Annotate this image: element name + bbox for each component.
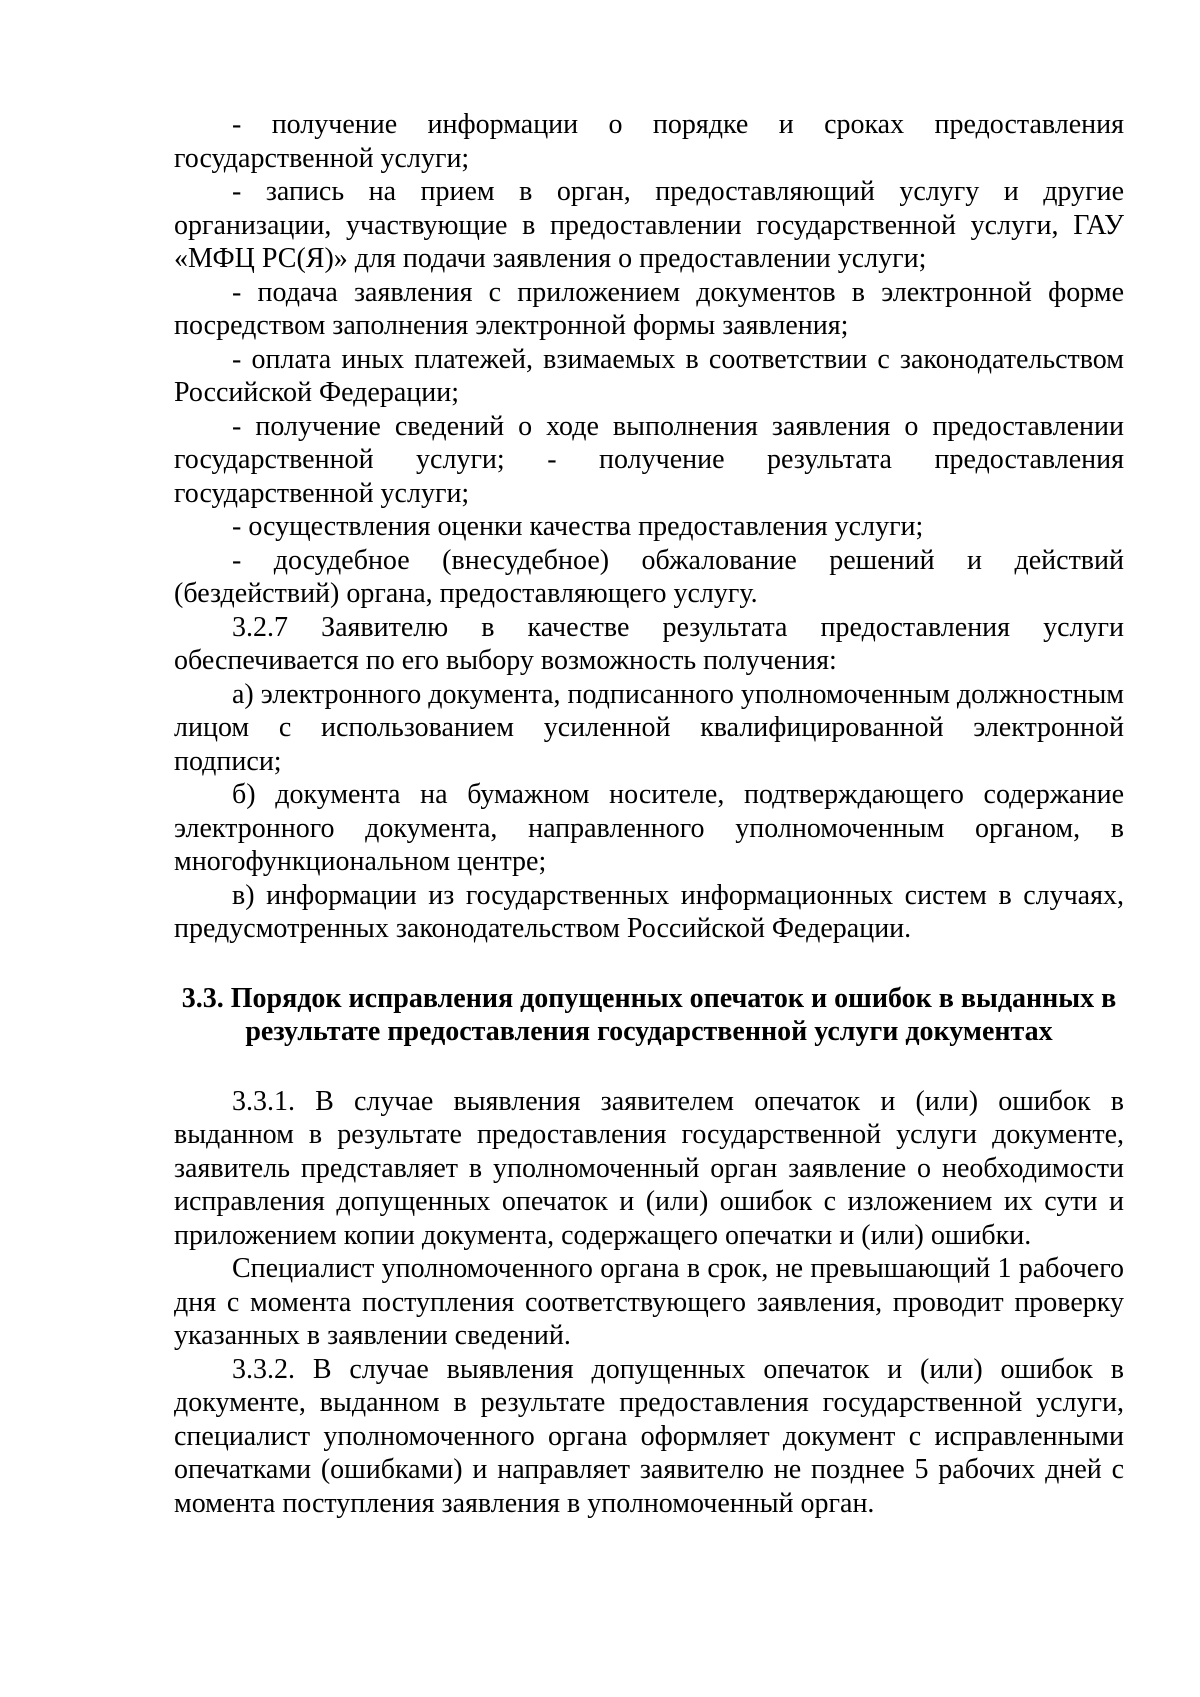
document-page (174, 108, 1124, 1520)
list-item-application-submit: - подача заявления с приложением документов в электронной форме посредством заполнения электронной формы заявления; (174, 276, 1124, 341)
section-heading: 3.3. Порядок исправления допущенных опечаток и ошибок в выданных в результате предоставления государственной услуги документах (181, 982, 1117, 1047)
clause-3-3-1: 3.3.1. В случае выявления заявителем опечаток и (или) ошибок в выданном в результате предоставления государственной услуги документе, заявитель представляет в уполномоченный орган заявление о необходимости исправления допущенных опечаток и (или) ошибок с изложением их сути и приложением копии документа, содержащего опечатки и (или) ошибки. (174, 1085, 1124, 1251)
list-item-info: - получение информации о порядке и сроках предоставления государственной услуги; (174, 109, 1124, 174)
list-item-quality-rating: - осуществления оценки качества предоставления услуги; (232, 511, 924, 542)
list-item-appointment: - запись на прием в орган, предоставляющий услугу и другие организации, участвующие в предоставлении государственной услуги, ГАУ «МФЦ РС(Я)» для подачи заявления о предоставлении услуги; (174, 176, 1124, 274)
clause-3-2-7-c: в) информации из государственных информационных систем в случаях, предусмотренных законодательством Российской Федерации. (174, 879, 1124, 944)
clause-3-2-7-a: а) электронного документа, подписанного уполномоченным должностным лицом с использованием усиленной квалифицированной электронной подписи; (174, 678, 1124, 777)
clause-3-2-7: 3.2.7 Заявителю в качестве результата предоставления услуги обеспечивается по его выбору возможность получения: (174, 611, 1124, 676)
clause-3-2-7-b: б) документа на бумажном носителе, подтверждающего содержание электронного документа, направленного уполномоченным органом, в многофункциональном центре; (174, 779, 1124, 877)
clause-3-3-1-specialist: Специалист уполномоченного органа в срок, не превышающий 1 рабочего дня с момента поступления соответствующего заявления, проводит проверку указанных в заявлении сведений. (174, 1253, 1124, 1351)
list-item-appeal: - досудебное (внесудебное) обжалование решений и действий (бездействий) органа, предоставляющего услугу. (174, 544, 1124, 609)
clause-3-3-2: 3.3.2. В случае выявления допущенных опечаток и (или) ошибок в документе, выданном в результате предоставления государственной услуги, специалист уполномоченного органа оформляет документ с исправленными опечатками (ошибками) и направляет заявителю не позднее 5 рабочих дней с момента поступления заявления в уполномоченный орган. (174, 1353, 1124, 1519)
list-item-status-info: - получение сведений о ходе выполнения заявления о предоставлении государственной услуги; - получение результата предоставления государственной услуги; (174, 410, 1124, 509)
list-item-payments: - оплата иных платежей, взимаемых в соответствии с законодательством Российской Федерации; (174, 343, 1124, 408)
